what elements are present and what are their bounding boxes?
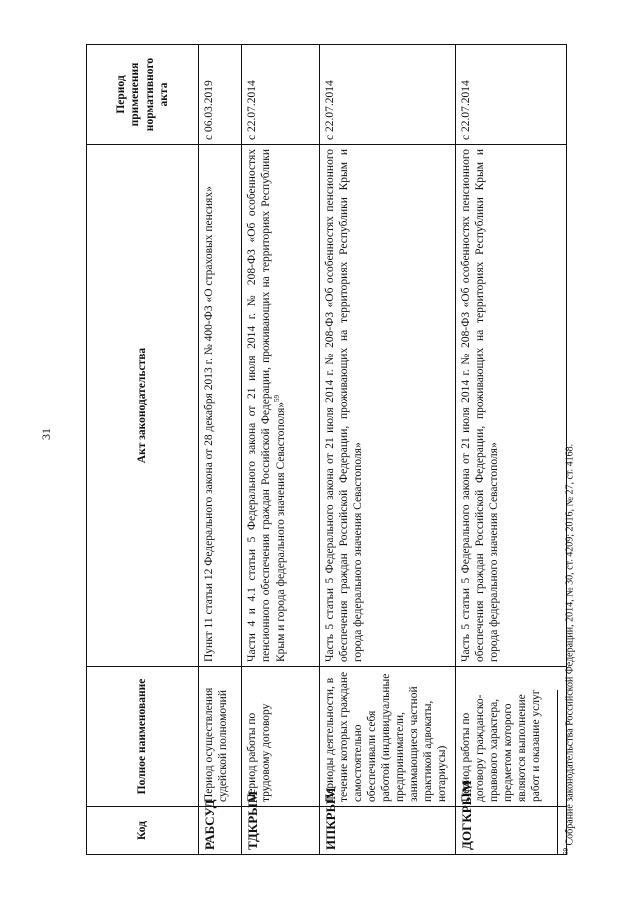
table-row [320, 45, 456, 855]
footnote-reference[interactable]: 59 [273, 394, 282, 402]
table-row [199, 45, 242, 855]
row-act-text: Пункт 11 статьи 12 Федерального закона от 28 декабря 2013 г. № 400-ФЗ «О страховых пенсиях» [203, 186, 215, 662]
row-act [320, 145, 456, 667]
row-act [199, 145, 242, 667]
page-number: 31 [39, 428, 53, 440]
row-period: с 22.07.2014 [320, 45, 456, 145]
footnote-separator [557, 690, 558, 855]
row-period: с 06.03.2019 [199, 45, 242, 145]
header-act: Акт законодательства [87, 145, 199, 667]
table-header-row [87, 45, 199, 855]
row-code: ДОГКРЫМ [456, 807, 567, 855]
row-act [456, 145, 567, 667]
row-full-name: Период осуществления судейской полномочий [199, 667, 242, 807]
row-full-name: Период работы по договору гражданско-правового характера, предметом которого являются выполнение работ и оказание услуг [456, 667, 567, 807]
row-period: с 22.07.2014 [456, 45, 567, 145]
table-row [242, 45, 320, 855]
rotated-table-container [86, 45, 566, 855]
legislation-table [86, 44, 567, 855]
row-act-text: Части 4 и 4.1 статьи 5 Федерального закона от 21 июля 2014 г. № 208-ФЗ «Об особенностях пенсионного обеспечения граждан Российской Федерации, проживающих на территориях Республики Крым и города федерального значения Севастополя» [246, 149, 287, 662]
footnote-text: Собрание законодательства Российской Федерации, 2014, № 30, ст. 4209; 2016, № 27, ст. 4168. [564, 443, 576, 846]
footnote-marker: 59 [562, 848, 570, 855]
header-period: Период применения нормативного акта [87, 45, 199, 145]
row-full-name: Период работы по трудовому договору [242, 667, 320, 807]
header-full-name: Полное наименование [87, 667, 199, 807]
footnote [562, 444, 575, 855]
row-period: с 22.07.2014 [242, 45, 320, 145]
row-full-name: Периоды деятельности, в течение которых граждане самостоятельно обеспечивали себя работой (индивидуальные предприниматели, занимающиеся частной практикой адвокаты, нотариусы) [320, 667, 456, 807]
row-act-text: Часть 5 статьи 5 Федерального закона от 21 июля 2014 г. № 208-ФЗ «Об особенностях пенсионного обеспечения граждан Российской Федерации, проживающих на территориях Республики Крым и города федерального значения Севастополя» [460, 149, 501, 662]
row-act-text: Часть 5 статьи 5 Федерального закона от 21 июля 2014 г. № 208-ФЗ «Об особенностях пенсионного обеспечения граждан Российской Федерации, проживающих на территориях Республики Крым и города федерального значения Севастополя» [324, 149, 365, 662]
table-row [456, 45, 567, 855]
row-code: ИПКРЫМ [320, 807, 456, 855]
row-code: РАБСУД [199, 807, 242, 855]
header-code: Код [87, 807, 199, 855]
row-code: ТДКРЫМ [242, 807, 320, 855]
row-act [242, 145, 320, 667]
